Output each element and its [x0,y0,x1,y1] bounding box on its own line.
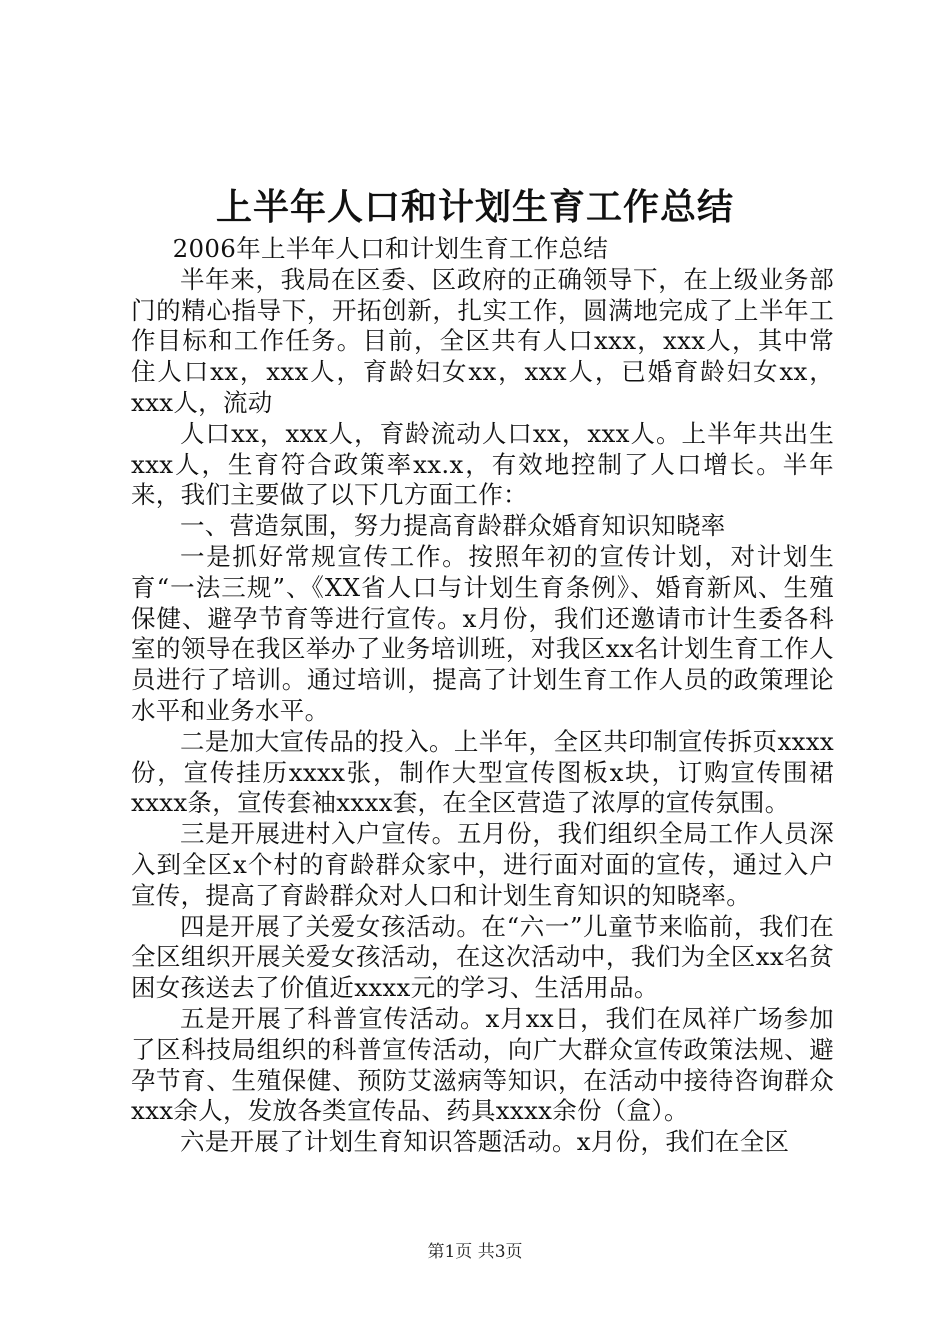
document-subtitle: 2006年上半年人口和计划生育工作总结 [172,234,609,263]
page-number-footer: 第1页 共3页 [427,1242,523,1262]
paragraph: 三是开展进村入户宣传。五月份，我们组织全局工作人员深入到全区x个村的育龄群众家中，进行面对面的宣传，通过入户宣传，提高了育龄群众对人口和计划生育知识的知晓率。 [131,819,834,910]
document-body [131,234,834,1158]
paragraph: 半年来，我局在区委、区政府的正确领导下，在上级业务部门的精心指导下，开拓创新，扎实工作，圆满地完成了上半年工作目标和工作任务。目前，全区共有人口xxx，xxx人，其中常住人口xx，xxx人，育龄妇女xx，xxx人，已婚育龄妇女xx，xxx人，流动 [131,264,834,417]
paragraph: 一是抓好常规宣传工作。按照年初的宣传计划，对计划生育“一法三规”、《XX省人口与计划生育条例》、婚育新风、生殖保健、避孕节育等进行宣传。x月份，我们还邀请市计生委各科室的领导在我区举办了业务培训班，对我区xx名计划生育工作人员进行了培训。通过培训，提高了计划生育工作人员的政策理论水平和业务水平。 [131,541,834,725]
paragraph: 人口xx，xxx人，育龄流动人口xx，xxx人。上半年共出生xxx人，生育符合政策率xx.x，有效地控制了人口增长。半年来，我们主要做了以下几方面工作： [131,418,834,510]
paragraph: 五是开展了科普宣传活动。x月xx日，我们在凤祥广场参加了区科技局组织的科普宣传活动，向广大群众宣传政策法规、避孕节育、生殖保健、预防艾滋病等知识，在活动中接待咨询群众xxx余人，发放各类宣传品、药具xxxx余份（盒）。 [131,1003,834,1126]
paragraph: 六是开展了计划生育知识答题活动。x月份，我们在全区 [180,1127,790,1157]
document-title: 上半年人口和计划生育工作总结 [215,187,734,228]
section-heading: 一、营造氛围，努力提高育龄群众婚育知识知晓率 [180,511,726,541]
paragraph: 二是加大宣传品的投入。上半年，全区共印制宣传拆页xxxx份，宣传挂历xxxx张，制作大型宣传图板x块，订购宣传围裙xxxx条，宣传套袖xxxx套，在全区营造了浓厚的宣传氛围。 [131,726,834,818]
paragraph: 四是开展了关爱女孩活动。在“六一”儿童节来临前，我们在全区组织开展关爱女孩活动，在这次活动中，我们为全区xx名贫困女孩送去了价值近xxxx元的学习、生活用品。 [131,911,834,1003]
